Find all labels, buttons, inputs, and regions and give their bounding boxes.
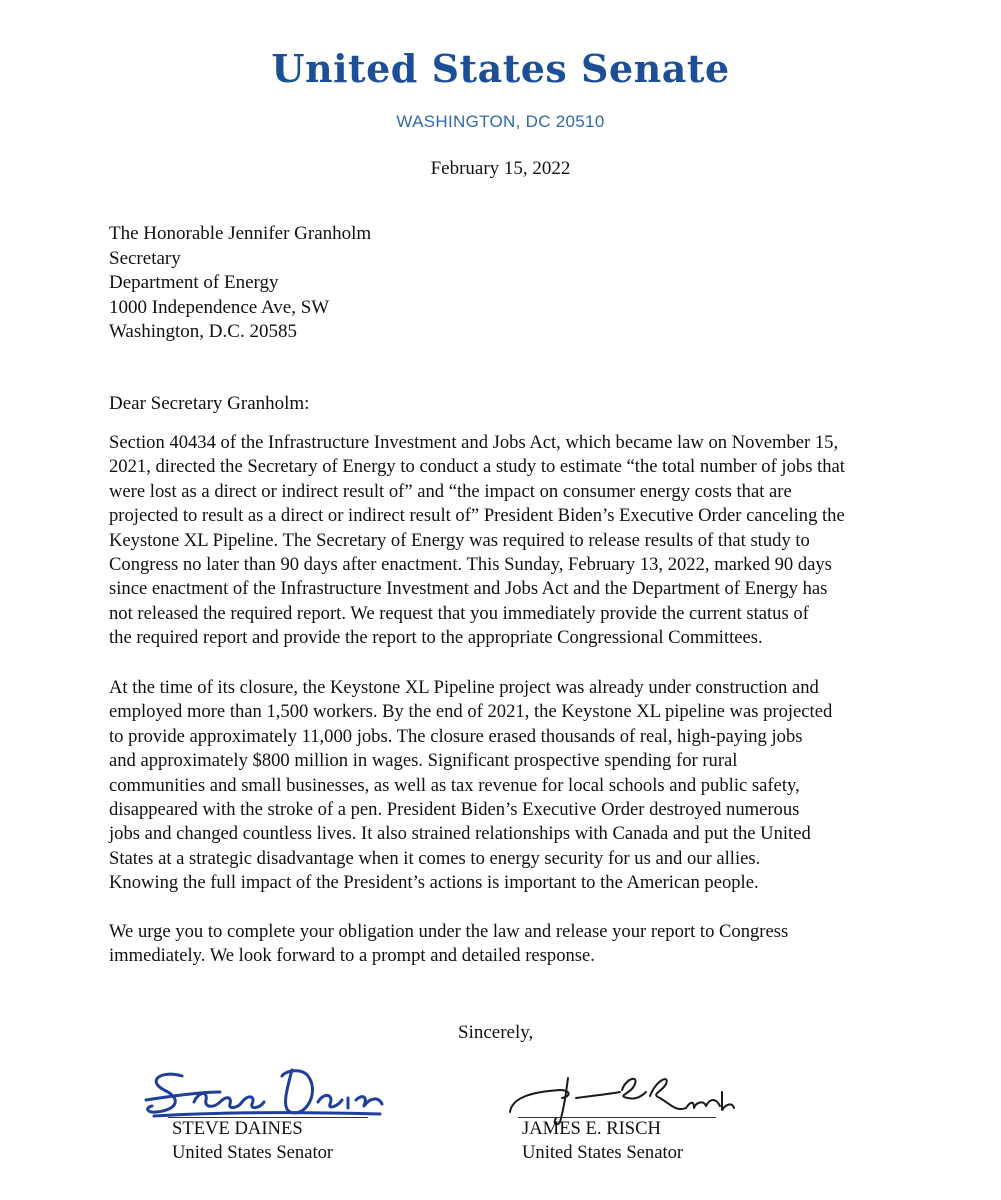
paragraph-line: communities and small businesses, as well as tax revenue for local schools and public safety, bbox=[109, 774, 800, 796]
paragraph-line: States at a strategic disadvantage when it comes to energy security for us and our allies. bbox=[109, 847, 761, 869]
paragraph-line: 2021, directed the Secretary of Energy to conduct a study to estimate “the total number of jobs that bbox=[109, 456, 845, 478]
recipient-line: 1000 Independence Ave, SW bbox=[109, 296, 330, 318]
paragraph-line: immediately. We look forward to a prompt and detailed response. bbox=[109, 945, 595, 967]
paragraph-line: and approximately $800 million in wages. Significant prospective spending for rural bbox=[109, 750, 738, 772]
paragraph-line: since enactment of the Infrastructure Investment and Jobs Act and the Department of Energy has bbox=[109, 578, 828, 600]
paragraph-line: not released the required report. We request that you immediately provide the current status of bbox=[109, 602, 809, 624]
recipient-address bbox=[109, 222, 371, 345]
paragraph-line: At the time of its closure, the Keystone XL Pipeline project was already under construction and bbox=[109, 677, 819, 698]
paragraph-line: Knowing the full impact of the President’s actions is important to the American people. bbox=[109, 872, 759, 894]
paragraph-line: were lost as a direct or indirect result of” and “the impact on consumer energy costs that are bbox=[109, 480, 792, 502]
recipient-line: Secretary bbox=[109, 247, 181, 269]
paragraph-line: We urge you to complete your obligation under the law and release your report to Congress bbox=[109, 921, 789, 942]
paragraph-line: jobs and changed countless lives. It also strained relationships with Canada and put the United bbox=[109, 823, 811, 845]
paragraph-line: Keystone XL Pipeline. The Secretary of Energy was required to release results of that study to bbox=[109, 529, 810, 551]
body-paragraph-2 bbox=[109, 676, 899, 896]
signatory-risch bbox=[522, 1117, 683, 1165]
letterhead-subtitle: WASHINGTON, DC 20510 bbox=[396, 112, 605, 131]
paragraph-line: disappeared with the stroke of a pen. President Biden’s Executive Order destroyed numerous bbox=[109, 799, 800, 821]
body-paragraph-1 bbox=[109, 431, 899, 651]
body-paragraph-3 bbox=[109, 920, 899, 969]
paragraph-line: to provide approximately 11,000 jobs. The closure erased thousands of real, high-paying jobs bbox=[109, 725, 803, 747]
paragraph-line: the required report and provide the report to the appropriate Congressional Committees. bbox=[109, 627, 763, 649]
paragraph-line: projected to result as a direct or indirect result of” President Biden’s Executive Order canceling the bbox=[109, 505, 845, 527]
closing: Sincerely, bbox=[458, 1022, 534, 1043]
signatory-name: STEVE DAINES bbox=[172, 1118, 303, 1139]
paragraph-line: employed more than 1,500 workers. By the end of 2021, the Keystone XL pipeline was projected bbox=[109, 701, 833, 723]
signatory-daines bbox=[172, 1117, 333, 1165]
recipient-line: Washington, D.C. 20585 bbox=[109, 321, 297, 343]
paragraph-line: Congress no later than 90 days after enactment. This Sunday, February 13, 2022, marked 90 days bbox=[109, 554, 832, 576]
salutation: Dear Secretary Granholm: bbox=[109, 393, 310, 414]
signatory-title: United States Senator bbox=[522, 1142, 684, 1163]
recipient-line: Department of Energy bbox=[109, 272, 279, 294]
letterhead-title: United States Senate bbox=[271, 46, 730, 91]
letter-date: February 15, 2022 bbox=[430, 158, 571, 179]
signatory-title: United States Senator bbox=[172, 1142, 334, 1163]
signatory-name: JAMES E. RISCH bbox=[522, 1118, 661, 1139]
paragraph-line: Section 40434 of the Infrastructure Investment and Jobs Act, which became law on November 15, bbox=[109, 432, 839, 453]
recipient-line: The Honorable Jennifer Granholm bbox=[109, 223, 372, 244]
signature-daines bbox=[142, 1062, 390, 1124]
